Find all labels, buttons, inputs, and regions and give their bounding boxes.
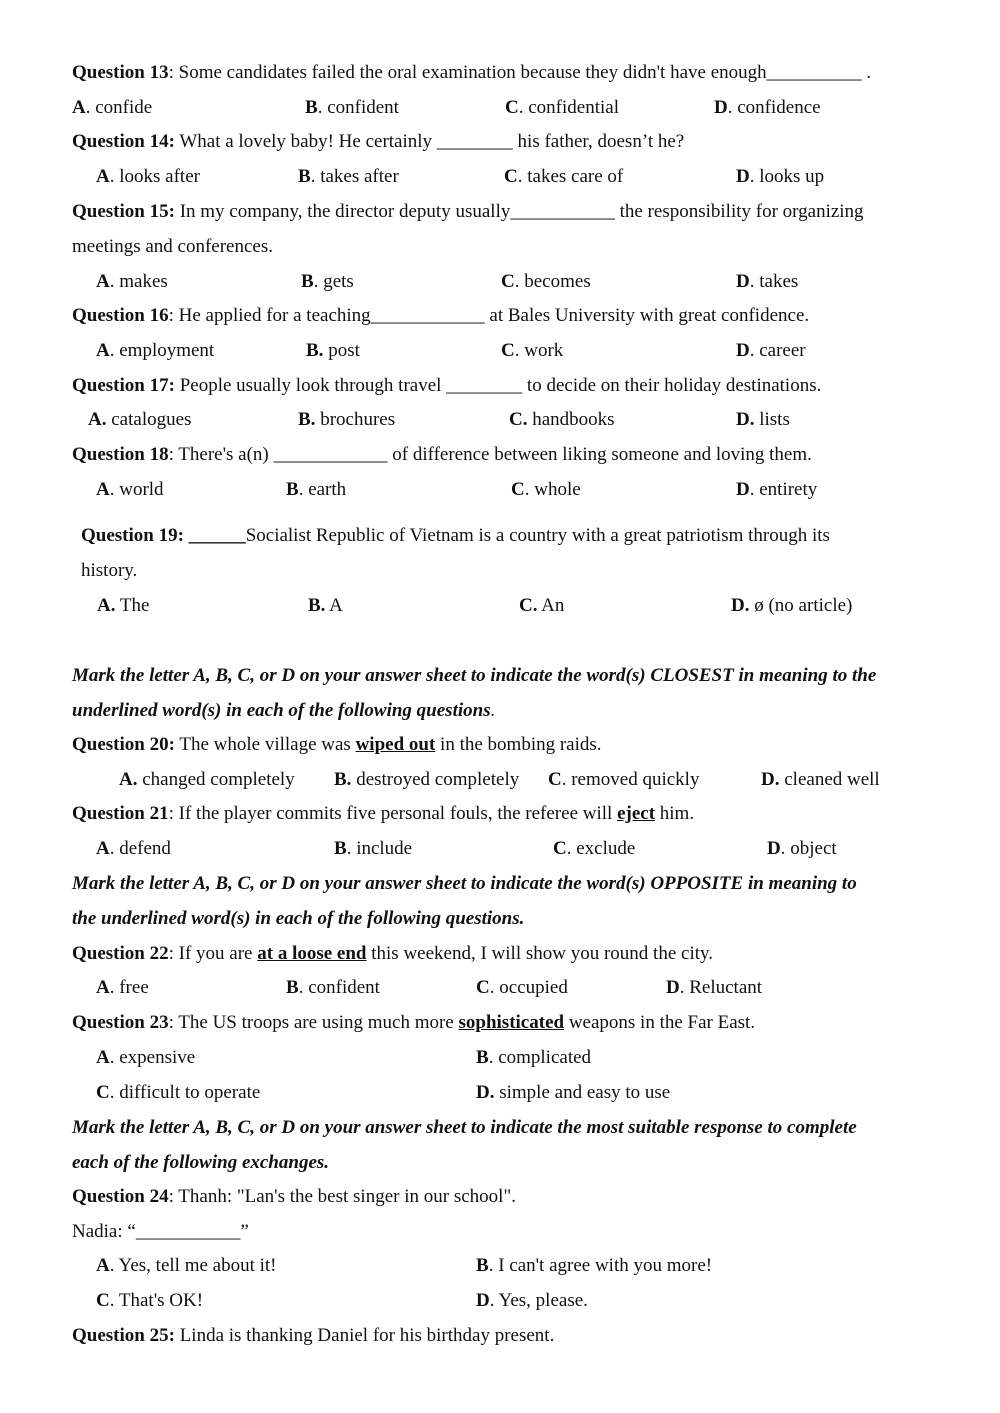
q23-option-b[interactable]: B. complicated <box>476 1047 592 1068</box>
q13-option-c[interactable]: C. confidential <box>505 97 619 118</box>
q16-option-a[interactable]: A. employment <box>96 340 215 361</box>
instruction-opposite: Mark the letter A, B, C, or D on your answer sheet to indicate the word(s) OPPOSITE in meaning to <box>72 873 857 894</box>
question-15: Question 15: In my company, the director deputy usually___________ the responsibility for organizing <box>72 201 864 222</box>
q17-option-a[interactable]: A. catalogues <box>88 409 192 430</box>
q14-option-c[interactable]: C. takes care of <box>504 166 624 187</box>
question-17: Question 17: People usually look through travel ________ to decide on their holiday destinations. <box>72 375 822 396</box>
q21-option-a[interactable]: A. defend <box>96 838 171 859</box>
q24-option-a[interactable]: A. Yes, tell me about it! <box>96 1255 277 1276</box>
q20-option-c[interactable]: C. removed quickly <box>548 769 700 790</box>
question-25: Question 25: Linda is thanking Daniel for his birthday present. <box>72 1325 555 1346</box>
q24-option-c[interactable]: C. That's OK! <box>96 1290 204 1311</box>
q15-option-d[interactable]: D. takes <box>736 271 799 292</box>
instruction-response: Mark the letter A, B, C, or D on your answer sheet to indicate the most suitable response to complete <box>72 1117 857 1138</box>
q15-option-b[interactable]: B. gets <box>301 271 354 292</box>
question-13: Question 13: Some candidates failed the oral examination because they didn't have enough__________ . <box>72 62 872 83</box>
q15-option-a[interactable]: A. makes <box>96 271 168 292</box>
q22-option-b[interactable]: B. confident <box>286 977 380 998</box>
q19-option-c[interactable]: C. An <box>519 595 565 616</box>
question-23: Question 23: The US troops are using much more sophisticated weapons in the Far East. <box>72 1012 756 1033</box>
q15-option-c[interactable]: C. becomes <box>501 271 591 292</box>
q18-option-c[interactable]: C. whole <box>511 479 581 500</box>
question-14: Question 14: What a lovely baby! He certainly ________ his father, doesn’t he? <box>72 131 685 152</box>
instruction-response-continued: each of the following exchanges. <box>72 1152 330 1173</box>
q17-option-c[interactable]: C. handbooks <box>509 409 615 430</box>
q20-option-a[interactable]: A. changed completely <box>119 769 295 790</box>
q16-option-d[interactable]: D. career <box>736 340 806 361</box>
q13-option-a[interactable]: A. confide <box>72 97 153 118</box>
question-16: Question 16: He applied for a teaching____________ at Bales University with great confidence. <box>72 305 810 326</box>
q22-option-c[interactable]: C. occupied <box>476 977 568 998</box>
underlined-word: at a loose end <box>257 943 367 964</box>
q17-option-b[interactable]: B. brochures <box>298 409 396 430</box>
q18-option-d[interactable]: D. entirety <box>736 479 818 500</box>
q19-option-a[interactable]: A. The <box>97 595 150 616</box>
q23-option-d[interactable]: D. simple and easy to use <box>476 1082 671 1103</box>
q22-option-d[interactable]: D. Reluctant <box>666 977 763 998</box>
q16-option-c[interactable]: C. work <box>501 340 564 361</box>
question-19-continued: history. <box>81 560 138 581</box>
question-22: Question 22: If you are at a loose end this weekend, I will show you round the city. <box>72 943 714 964</box>
q19-option-d[interactable]: D. ø (no article) <box>731 595 853 616</box>
question-15-continued: meetings and conferences. <box>72 236 273 257</box>
q23-option-c[interactable]: C. difficult to operate <box>96 1082 261 1103</box>
q19-option-b[interactable]: B. A <box>308 595 343 616</box>
instruction-opposite-continued: the underlined word(s) in each of the following questions. <box>72 908 525 929</box>
question-19: Question 19: ______Socialist Republic of Vietnam is a country with a great patriotism through its <box>81 525 830 546</box>
question-24-reply: Nadia: “___________” <box>72 1221 249 1242</box>
q21-option-d[interactable]: D. object <box>767 838 837 859</box>
question-21: Question 21: If the player commits five personal fouls, the referee will eject him. <box>72 803 695 824</box>
q23-option-a[interactable]: A. expensive <box>96 1047 196 1068</box>
q18-option-a[interactable]: A. world <box>96 479 164 500</box>
q24-option-b[interactable]: B. I can't agree with you more! <box>476 1255 713 1276</box>
question-24: Question 24: Thanh: "Lan's the best singer in our school". <box>72 1186 516 1207</box>
q22-option-a[interactable]: A. free <box>96 977 149 998</box>
q17-option-d[interactable]: D. lists <box>736 409 790 430</box>
question-18: Question 18: There's a(n) ____________ of difference between liking someone and loving them. <box>72 444 812 465</box>
q21-option-b[interactable]: B. include <box>334 838 413 859</box>
underlined-word: sophisticated <box>458 1012 565 1033</box>
underlined-word: eject <box>617 803 656 824</box>
q21-option-c[interactable]: C. exclude <box>553 838 636 859</box>
q14-option-d[interactable]: D. looks up <box>736 166 825 187</box>
instruction-closest: Mark the letter A, B, C, or D on your answer sheet to indicate the word(s) CLOSEST in meaning to the <box>72 665 877 686</box>
question-20: Question 20: The whole village was wiped out in the bombing raids. <box>72 734 602 755</box>
q18-option-b[interactable]: B. earth <box>286 479 347 500</box>
q20-option-d[interactable]: D. cleaned well <box>761 769 880 790</box>
q14-option-a[interactable]: A. looks after <box>96 166 200 187</box>
underlined-word: wiped out <box>355 734 436 755</box>
q16-option-b[interactable]: B. post <box>306 340 360 361</box>
instruction-closest-continued: underlined word(s) in each of the following questions. <box>72 700 496 721</box>
q14-option-b[interactable]: B. takes after <box>298 166 399 187</box>
q13-option-b[interactable]: B. confident <box>305 97 399 118</box>
q24-option-d[interactable]: D. Yes, please. <box>476 1290 588 1311</box>
q20-option-b[interactable]: B. destroyed completely <box>334 769 520 790</box>
q13-option-d[interactable]: D. confidence <box>714 97 821 118</box>
